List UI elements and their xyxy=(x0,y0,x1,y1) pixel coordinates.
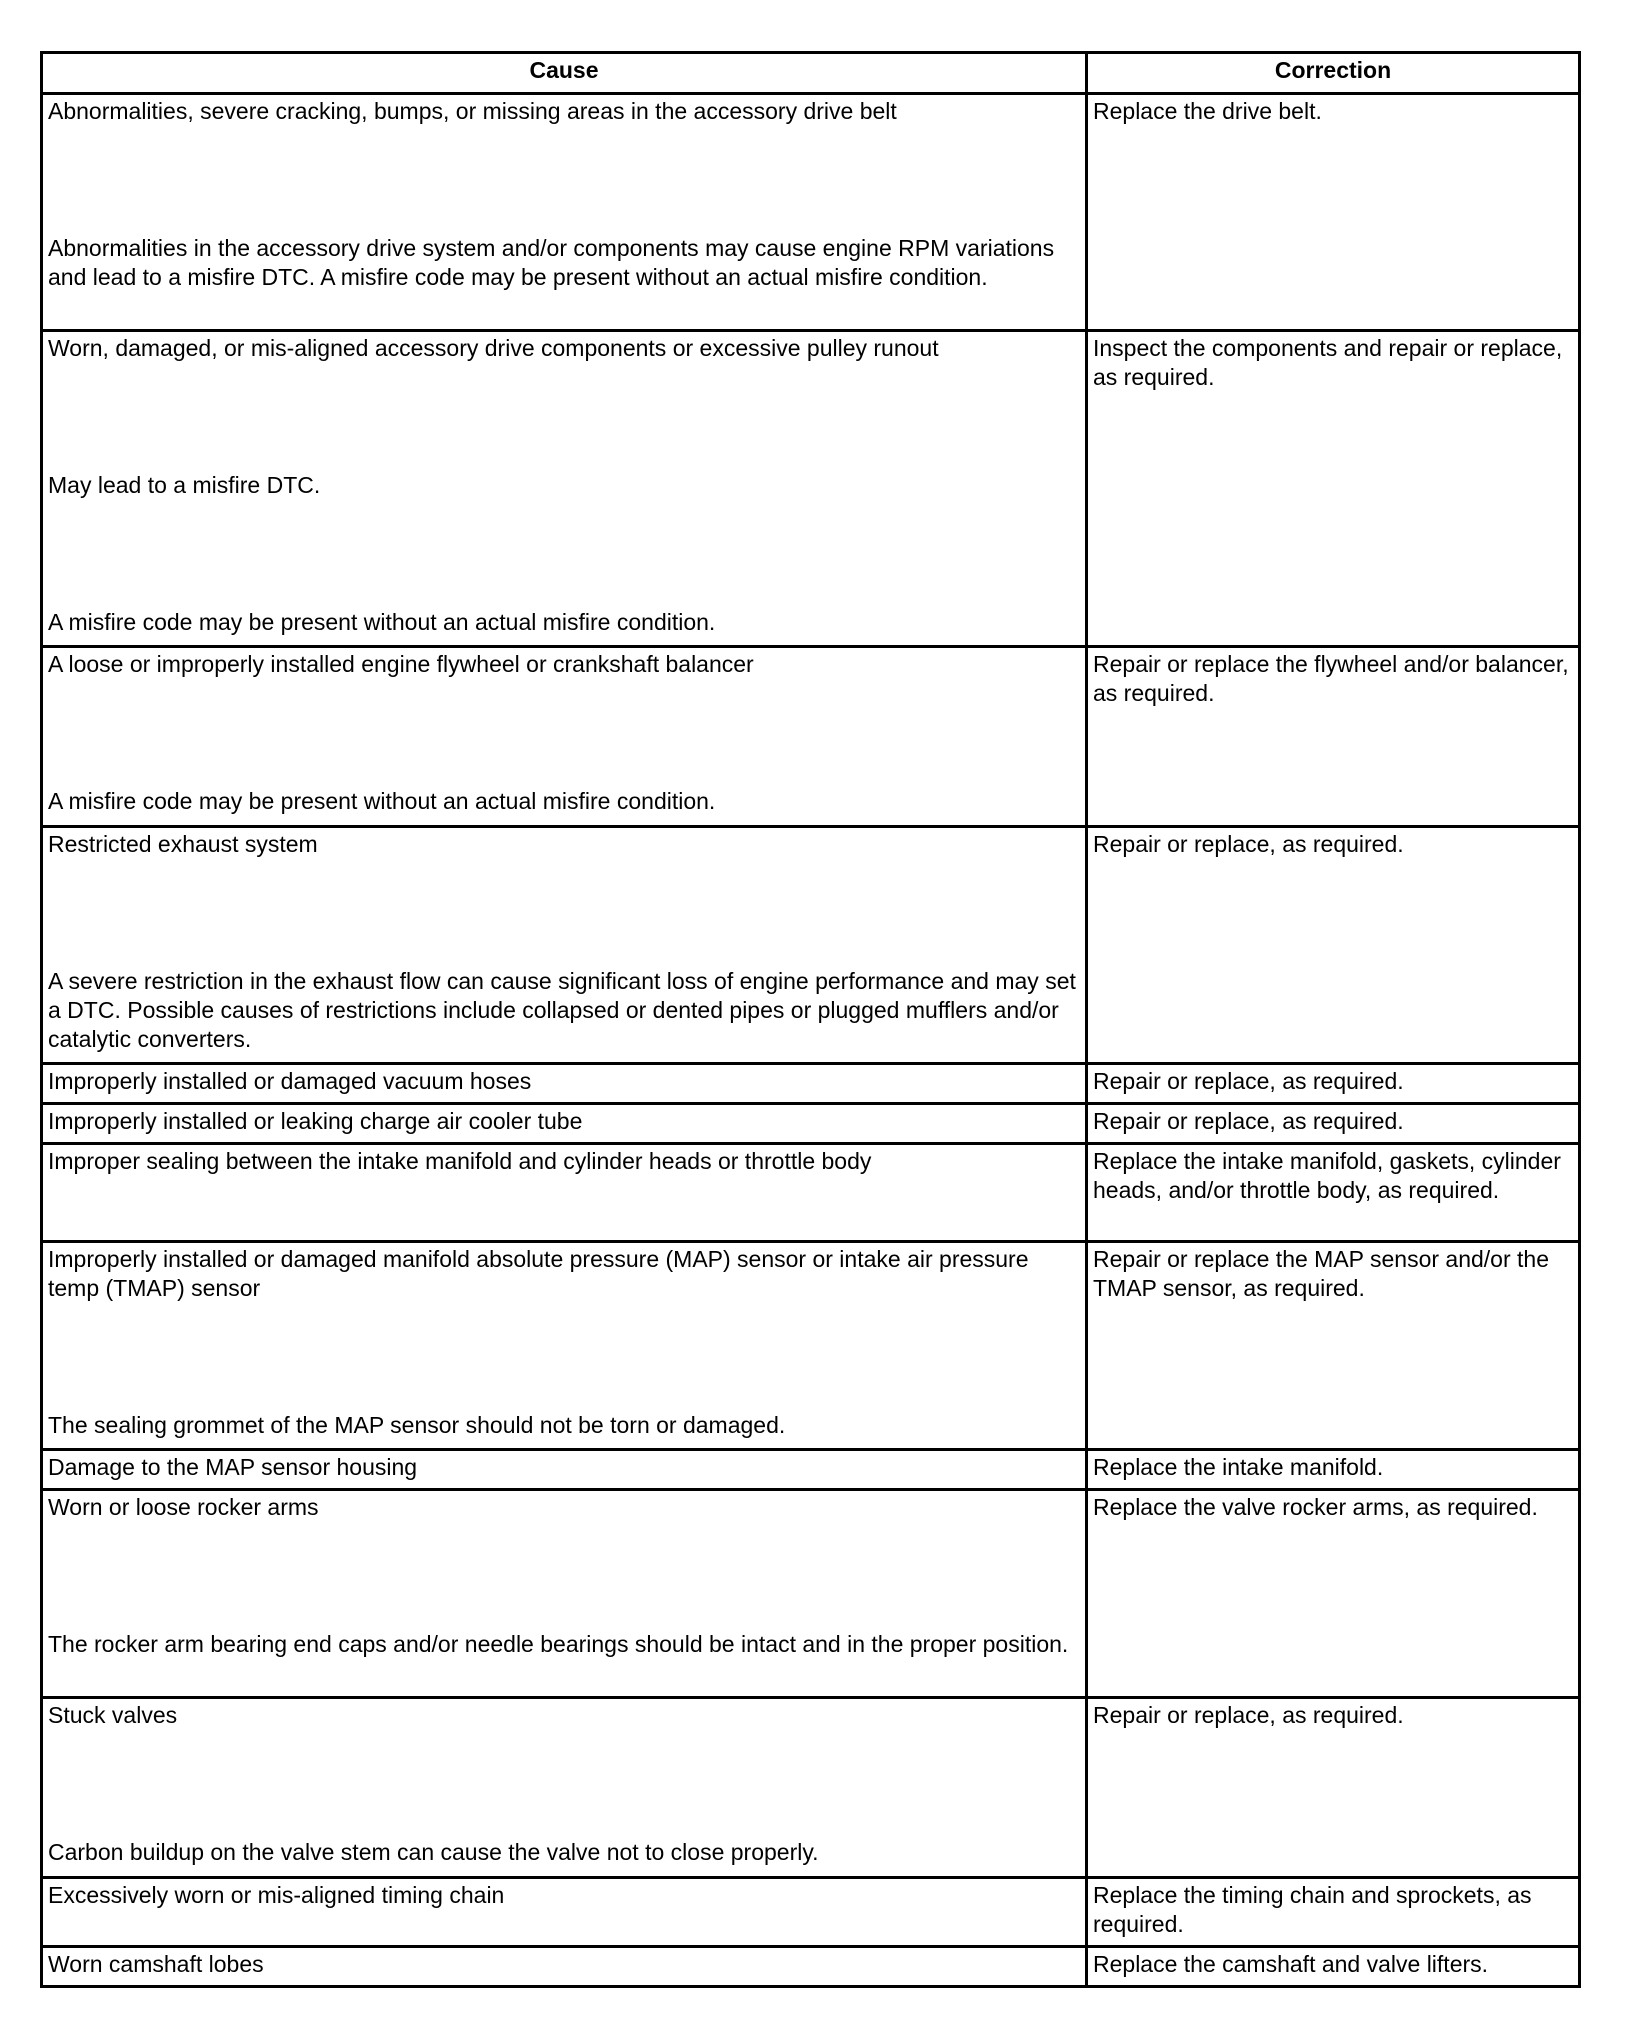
cause-note: A severe restriction in the exhaust flow can cause significant loss of engine performance and may set a DTC. Possible causes of restrictions include collapsed or dented pipes or plugged mufflers and/or catalytic converters. xyxy=(48,968,1076,1052)
cause-cell xyxy=(42,331,1087,647)
header-row xyxy=(42,53,1580,94)
correction-header: Correction xyxy=(1087,53,1580,94)
table-row xyxy=(42,1878,1580,1947)
cause-cell xyxy=(42,827,1087,1064)
cause-note: A misfire code may be present without an actual misfire condition. xyxy=(48,788,716,814)
table-row xyxy=(42,1490,1580,1698)
cause-cell: Improperly installed or leaking charge air cooler tube xyxy=(42,1104,1087,1144)
table-row xyxy=(42,1064,1580,1104)
cause-note: May lead to a misfire DTC. xyxy=(48,472,321,498)
correction-cell: Replace the timing chain and sprockets, as required. xyxy=(1087,1878,1580,1947)
correction-cell: Replace the valve rocker arms, as required. xyxy=(1087,1490,1580,1698)
table-row xyxy=(42,1947,1580,1987)
table-row xyxy=(42,331,1580,647)
correction-cell: Replace the drive belt. xyxy=(1087,94,1580,331)
correction-cell: Repair or replace the MAP sensor and/or the TMAP sensor, as required. xyxy=(1087,1242,1580,1450)
cause-text: Stuck valves xyxy=(48,1702,178,1728)
cause-cell xyxy=(42,1242,1087,1450)
cause-note: Abnormalities in the accessory drive system and/or components may cause engine RPM variations and lead to a misfire DTC. A misfire code may be present without an actual misfire condition. xyxy=(48,235,1055,290)
cause-cell xyxy=(42,94,1087,331)
cause-cell xyxy=(42,647,1087,827)
cause-note: A misfire code may be present without an actual misfire condition. xyxy=(48,609,716,635)
cause-correction-table xyxy=(40,51,1581,1988)
cause-header: Cause xyxy=(42,53,1087,94)
correction-cell: Replace the camshaft and valve lifters. xyxy=(1087,1947,1580,1987)
cause-text: Abnormalities, severe cracking, bumps, or missing areas in the accessory drive belt xyxy=(48,98,897,124)
cause-text: Restricted exhaust system xyxy=(48,831,318,857)
correction-cell: Replace the intake manifold, gaskets, cylinder heads, and/or throttle body, as required. xyxy=(1087,1144,1580,1242)
cause-note: Carbon buildup on the valve stem can cause the valve not to close properly. xyxy=(48,1839,819,1865)
correction-cell: Repair or replace, as required. xyxy=(1087,1064,1580,1104)
correction-cell: Repair or replace the flywheel and/or balancer, as required. xyxy=(1087,647,1580,827)
table-row xyxy=(42,1450,1580,1490)
cause-cell: Worn camshaft lobes xyxy=(42,1947,1087,1987)
cause-cell: Improper sealing between the intake manifold and cylinder heads or throttle body xyxy=(42,1144,1087,1242)
cause-text: Worn, damaged, or mis-aligned accessory drive components or excessive pulley runout xyxy=(48,335,939,361)
correction-cell: Repair or replace, as required. xyxy=(1087,1698,1580,1878)
correction-cell: Repair or replace, as required. xyxy=(1087,827,1580,1064)
table-row xyxy=(42,827,1580,1064)
cause-text: A loose or improperly installed engine flywheel or crankshaft balancer xyxy=(48,651,754,677)
cause-note: The sealing grommet of the MAP sensor should not be torn or damaged. xyxy=(48,1412,786,1438)
cause-cell xyxy=(42,1698,1087,1878)
correction-cell: Inspect the components and repair or replace, as required. xyxy=(1087,331,1580,647)
correction-cell: Repair or replace, as required. xyxy=(1087,1104,1580,1144)
cause-text: Improperly installed or damaged manifold absolute pressure (MAP) sensor or intake air pressure temp (TMAP) sensor xyxy=(48,1246,1029,1301)
cause-cell: Improperly installed or damaged vacuum hoses xyxy=(42,1064,1087,1104)
table-row xyxy=(42,1698,1580,1878)
table-row xyxy=(42,647,1580,827)
table-row xyxy=(42,1104,1580,1144)
table-row xyxy=(42,94,1580,331)
cause-note: The rocker arm bearing end caps and/or needle bearings should be intact and in the proper position. xyxy=(48,1631,1069,1657)
cause-text: Worn or loose rocker arms xyxy=(48,1494,319,1520)
table-row xyxy=(42,1144,1580,1242)
cause-cell: Excessively worn or mis-aligned timing chain xyxy=(42,1878,1087,1947)
correction-cell: Replace the intake manifold. xyxy=(1087,1450,1580,1490)
table-row xyxy=(42,1242,1580,1450)
cause-cell: Damage to the MAP sensor housing xyxy=(42,1450,1087,1490)
cause-cell xyxy=(42,1490,1087,1698)
